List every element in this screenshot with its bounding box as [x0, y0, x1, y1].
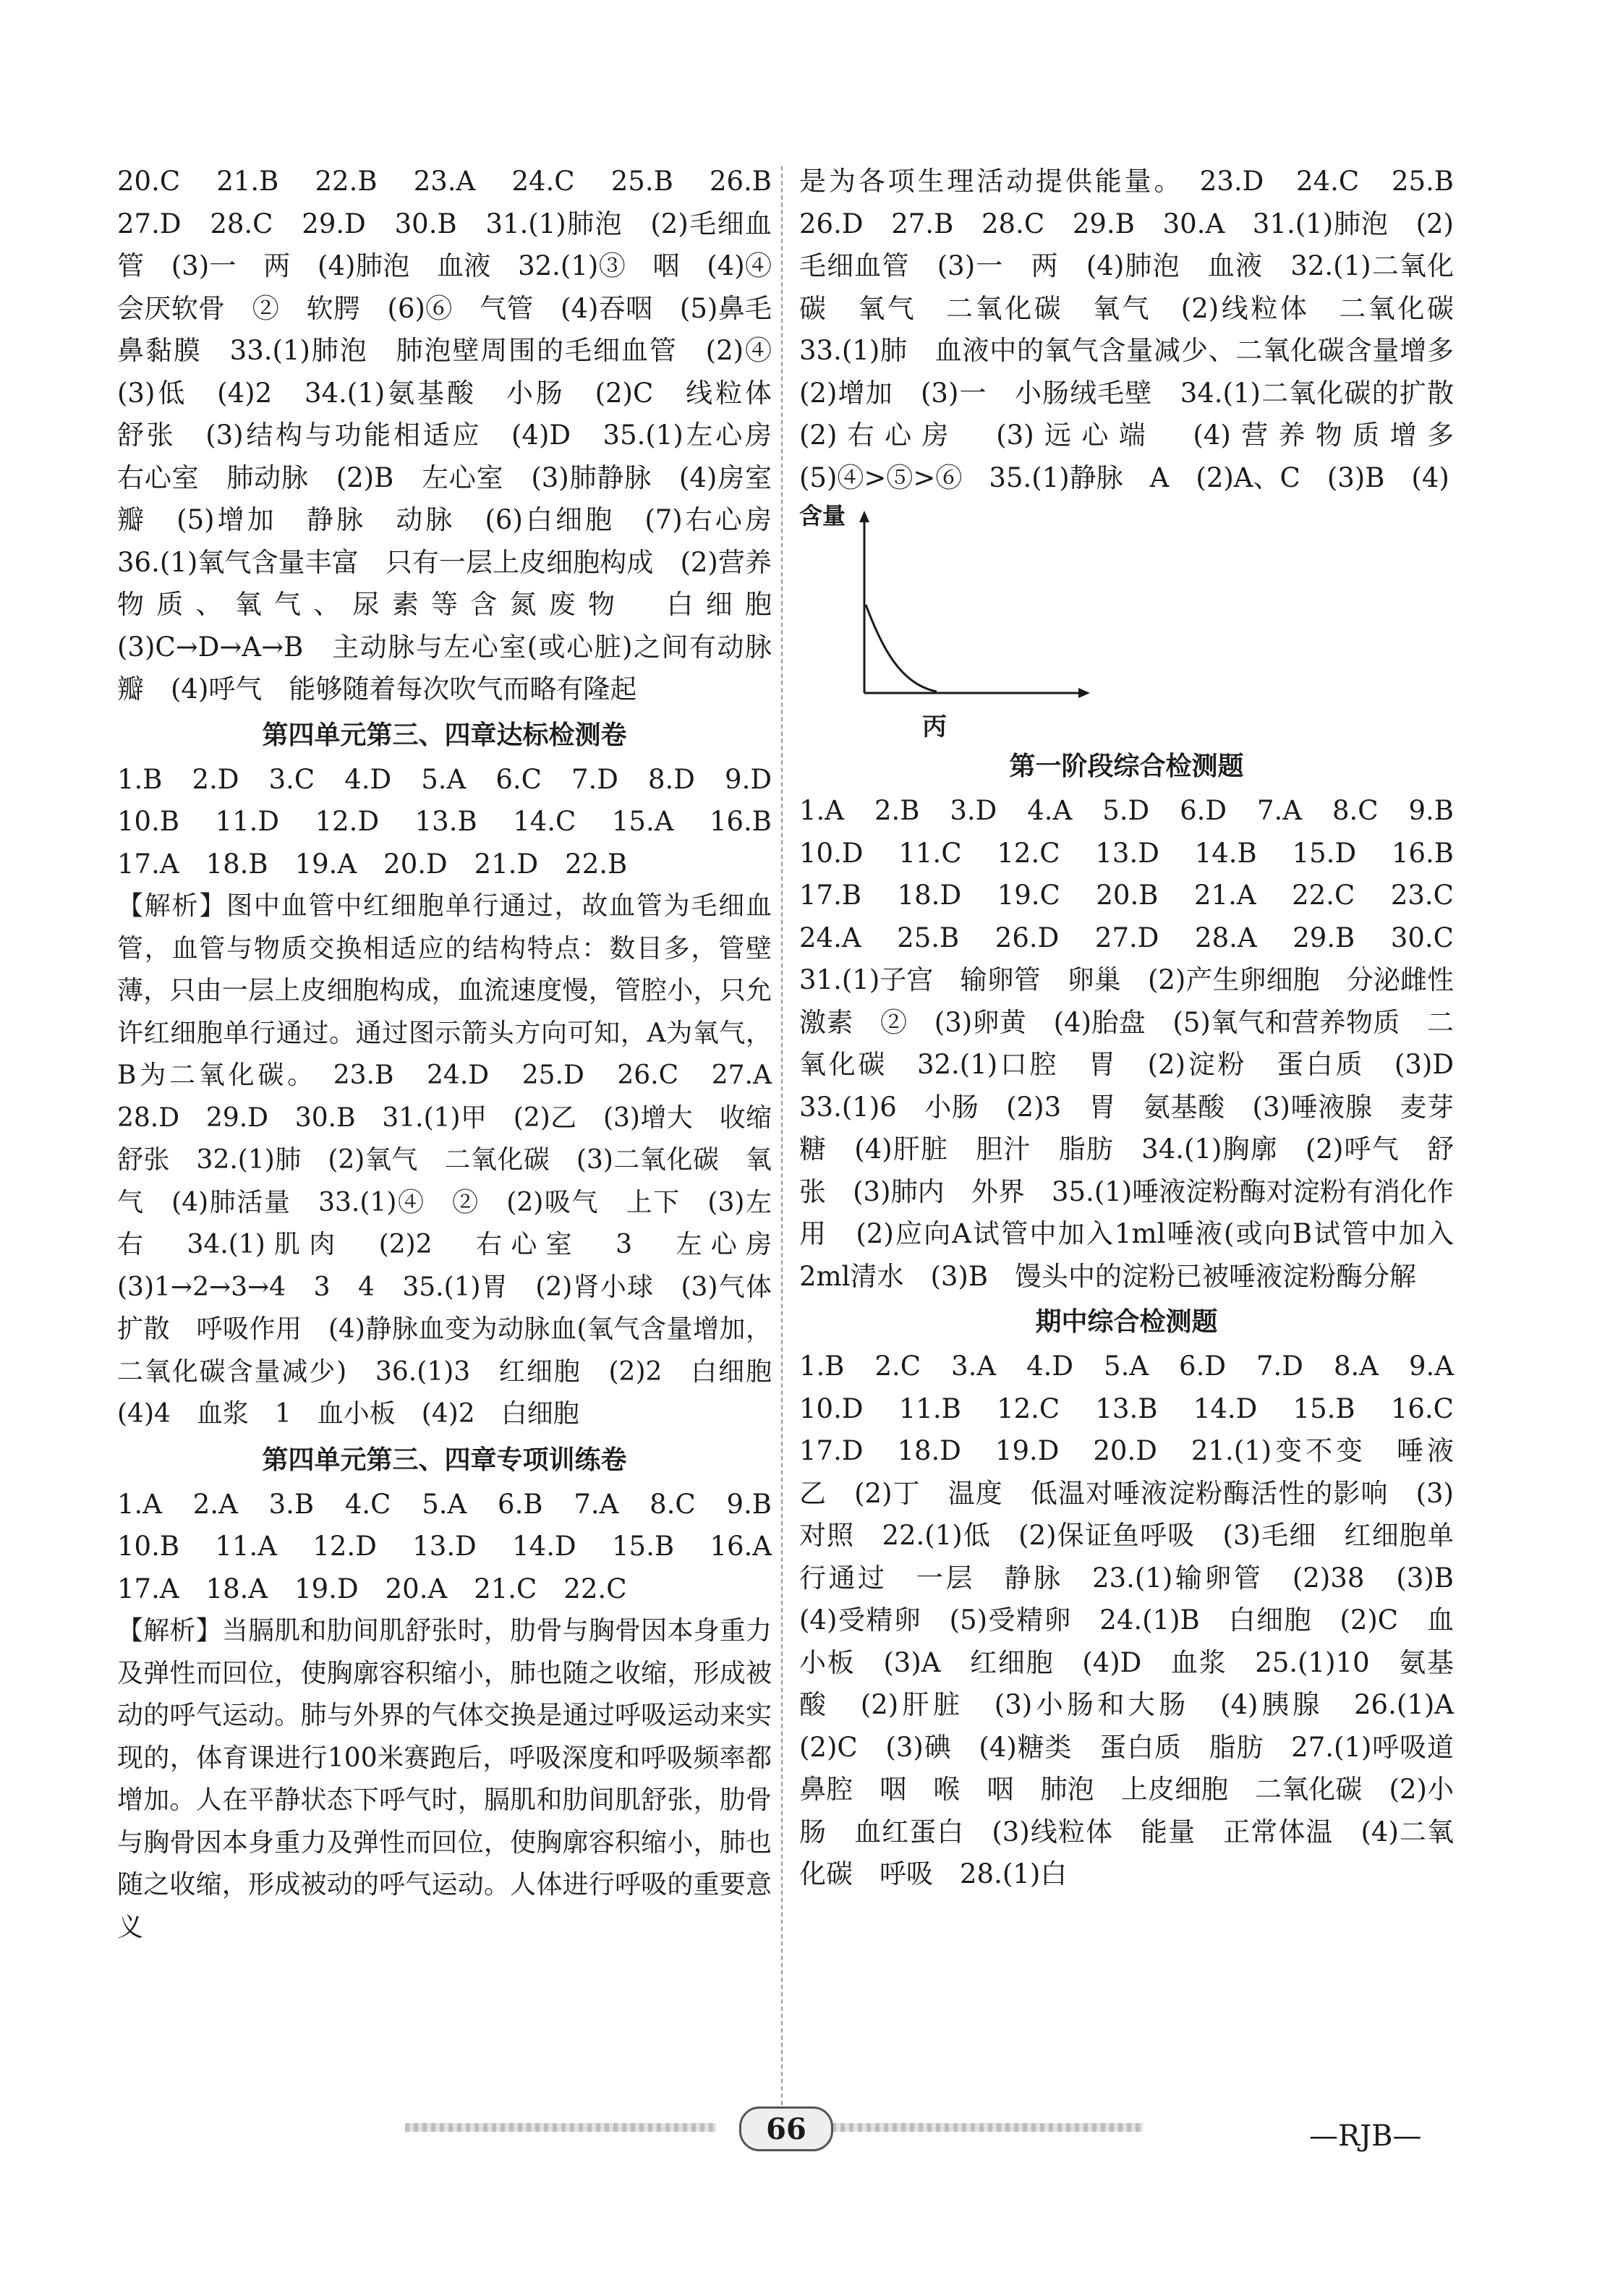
analysis-block-2: 【解析】当膈肌和肋间肌舒张时，肋骨与胸骨因本身重力及弹性而回位，使胸廓容积缩小，肺也随之收缩，形成被动的呼气运动。肺与外界的气体交换是通过呼吸运动来实现的，体育课进行100米赛跑后，呼吸深度和呼吸频率都增加。人在平静状态下呼气时，膈肌和肋间肌舒张，肋骨与胸骨因本身重力及弹性而回位，使胸廓容积缩小，肺也随之收缩，形成被动的呼气运动。人体进行呼吸的重要意义	[117, 1616, 772, 1942]
page-number: 66	[739, 2106, 833, 2151]
answers-block-1: 20.C 21.B 22.B 23.A 24.C 25.B 26.B 27.D 28.C 29.D 30.B 31.(1)肺泡 (2)毛细血管 (3)一 两 (4)肺泡 血液 32.(1)③ 咽 (4)④ 会厌软骨 ② 软腭 (6)⑥ 气管 (4)吞咽 (5)鼻毛鼻黏膜 33.(1)肺泡 肺泡壁周围的毛细血管 (2)④ (3)低 (4)2 34.(1)氨基酸 小肠 (2)C 线粒体 舒张 (3)结构与功能相适应 (4)D 35.(1)左心房 右心室 肺动脉 (2)B 左心室 (3)肺静脉 (4)房室瓣 (5)增加 静脉 动脉 (6)白细胞 (7)右心房 36.(1)氧气含量丰富 只有一层上皮细胞构成 (2)营养物质、氧气、尿素等含氮废物 白细胞 (3)C→D→A→B 主动脉与左心室(或心脏)之间有动脉瓣 (4)呼气 能够随着每次吹气而略有隆起	[117, 166, 798, 705]
graph-caption: 丙	[922, 713, 947, 741]
answers-block-6: 1.B 2.C 3.A 4.D 5.A 6.D 7.D 8.A 9.A 10.D 11.B 12.C 13.B 14.D 15.B 16.C 17.D 18.D 19.D 20.D 21.(1)变不变 唾液 乙 (2)丁 温度 低温对唾液淀粉酶活性的影响 (3)对照 22.(1)低 (2)保证鱼呼吸 (3)毛细 红细胞单行通过 一层 静脉 23.(1)输卵管 (2)38 (3)B (4)受精卵 (5)受精卵 24.(1)B 白细胞 (2)C 血小板 (3)A 红细胞 (4)D 血浆 25.(1)10 氨基酸 (2)肝脏 (3)小肠和大肠 (4)胰腺 26.(1)A (2)C (3)碘 (4)糖类 蛋白质 脂肪 27.(1)呼吸道 鼻腔 咽 喉 咽 肺泡 上皮细胞 二氧化碳 (2)小肠 血红蛋白 (3)线粒体 能量 正常体温 (4)二氧化碳 呼吸 28.(1)白	[799, 1351, 1481, 1889]
decline-curve	[866, 605, 937, 692]
column-divider	[781, 166, 783, 2134]
section-title-midterm: 期中综合检测题	[1035, 1307, 1218, 1337]
answers-block-4: 是为各项生理活动提供能量。 23.D 24.C 25.B 26.D 27.B 28.C 29.B 30.A 31.(1)肺泡 (2)毛细血管 (3)一 两 (4)肺泡 血液 32.(1)二氧化碳 氧气 二氧化碳 氧气 (2)线粒体 二氧化碳 33.(1)肺 血液中的氧气含量减少、二氧化碳含量增多 (2)增加 (3)一 小肠绒毛壁 34.(1)二氧化碳的扩散 (2)右心房 (3)远心端 (4)营养物质增多 (5)④>⑤>⑥ 35.(1)静脉 A (2)A、C (3)B (4)	[799, 166, 1481, 493]
footer-band-right	[832, 2123, 1143, 2132]
left-column	[117, 161, 798, 1949]
section-title-unit4-training: 第四单元第三、四章专项训练卷	[262, 1445, 627, 1475]
y-axis-arrow	[859, 511, 869, 522]
section-title-unit4-test: 第四单元第三、四章达标检测卷	[262, 720, 627, 750]
footer-band-left	[405, 2123, 716, 2132]
series-code: —RJB—	[1309, 2119, 1422, 2153]
answers-block-2: 1.B 2.D 3.C 4.D 5.A 6.C 7.D 8.D 9.D 10.B 11.D 12.D 13.B 14.C 15.A 16.B 17.A 18.B 19.A 20.D 21.D 22.B	[117, 763, 798, 880]
section-title-stage1: 第一阶段综合检测题	[1009, 752, 1244, 781]
answers-block-5: 1.A 2.B 3.D 4.A 5.D 6.D 7.A 8.C 9.B 10.D 11.C 12.C 13.D 14.B 15.D 16.B 17.B 18.D 19.C 20.B 21.A 22.C 23.C 24.A 25.B 26.D 27.D 28.A 29.B 30.C 31.(1)子宫 输卵管 卵巢 (2)产生卵细胞 分泌雌性激素 ② (3)卵黄 (4)胎盘 (5)氧气和营养物质 二氧化碳 32.(1)口腔 胃 (2)淀粉 蛋白质 (3)D 33.(1)6 小肠 (2)3 胃 氨基酸 (3)唾液腺 麦芽糖 (4)肝脏 胆汁 脂肪 34.(1)胸廓 (2)呼气 舒张 (3)肺内 外界 35.(1)唾液淀粉酶对淀粉有消化作用 (2)应向A试管中加入1ml唾液(或向B试管中加入2ml清水 (3)B 馒头中的淀粉已被唾液淀粉酶分解	[799, 795, 1481, 1292]
answers-block-3: 1.A 2.A 3.B 4.C 5.A 6.B 7.A 8.C 9.B 10.B 11.A 12.D 13.D 14.D 15.B 16.A 17.A 18.A 19.D 20.A 21.C 22.C	[117, 1488, 798, 1604]
content-curve-figure	[799, 503, 1103, 742]
x-axis-arrow	[1078, 688, 1090, 698]
graph-ylabel: 含量	[799, 503, 846, 530]
analysis-block-1: 【解析】图中血管中红细胞单行通过，故血管为毛细血管，血管与物质交换相适应的结构特点：数目多，管壁薄，只由一层上皮细胞构成，血流速度慢，管腔小，只允许红细胞单行通过。通过图示箭头方向可知，A为氧气，B为二氧化碳。 23.B 24.D 25.D 26.C 27.A 28.D 29.D 30.B 31.(1)甲 (2)乙 (3)增大 收缩 舒张 32.(1)肺 (2)氧气 二氧化碳 (3)二氧化碳 氧气 (4)肺活量 33.(1)④ ② (2)吸气 上下 (3)左右 34.(1)肌肉 (2)2 右心室 3 左心房 (3)1→2→3→4 3 4 35.(1)胃 (2)肾小球 (3)气体扩散 呼吸作用 (4)静脉血变为动脉血(氧气含量增加，二氧化碳含量减少) 36.(1)3 红细胞 (2)2 白细胞 (4)4 血浆 1 血小板 (4)2 白细胞	[117, 891, 798, 1429]
content-graph	[799, 503, 1454, 742]
right-column	[799, 161, 1481, 1896]
